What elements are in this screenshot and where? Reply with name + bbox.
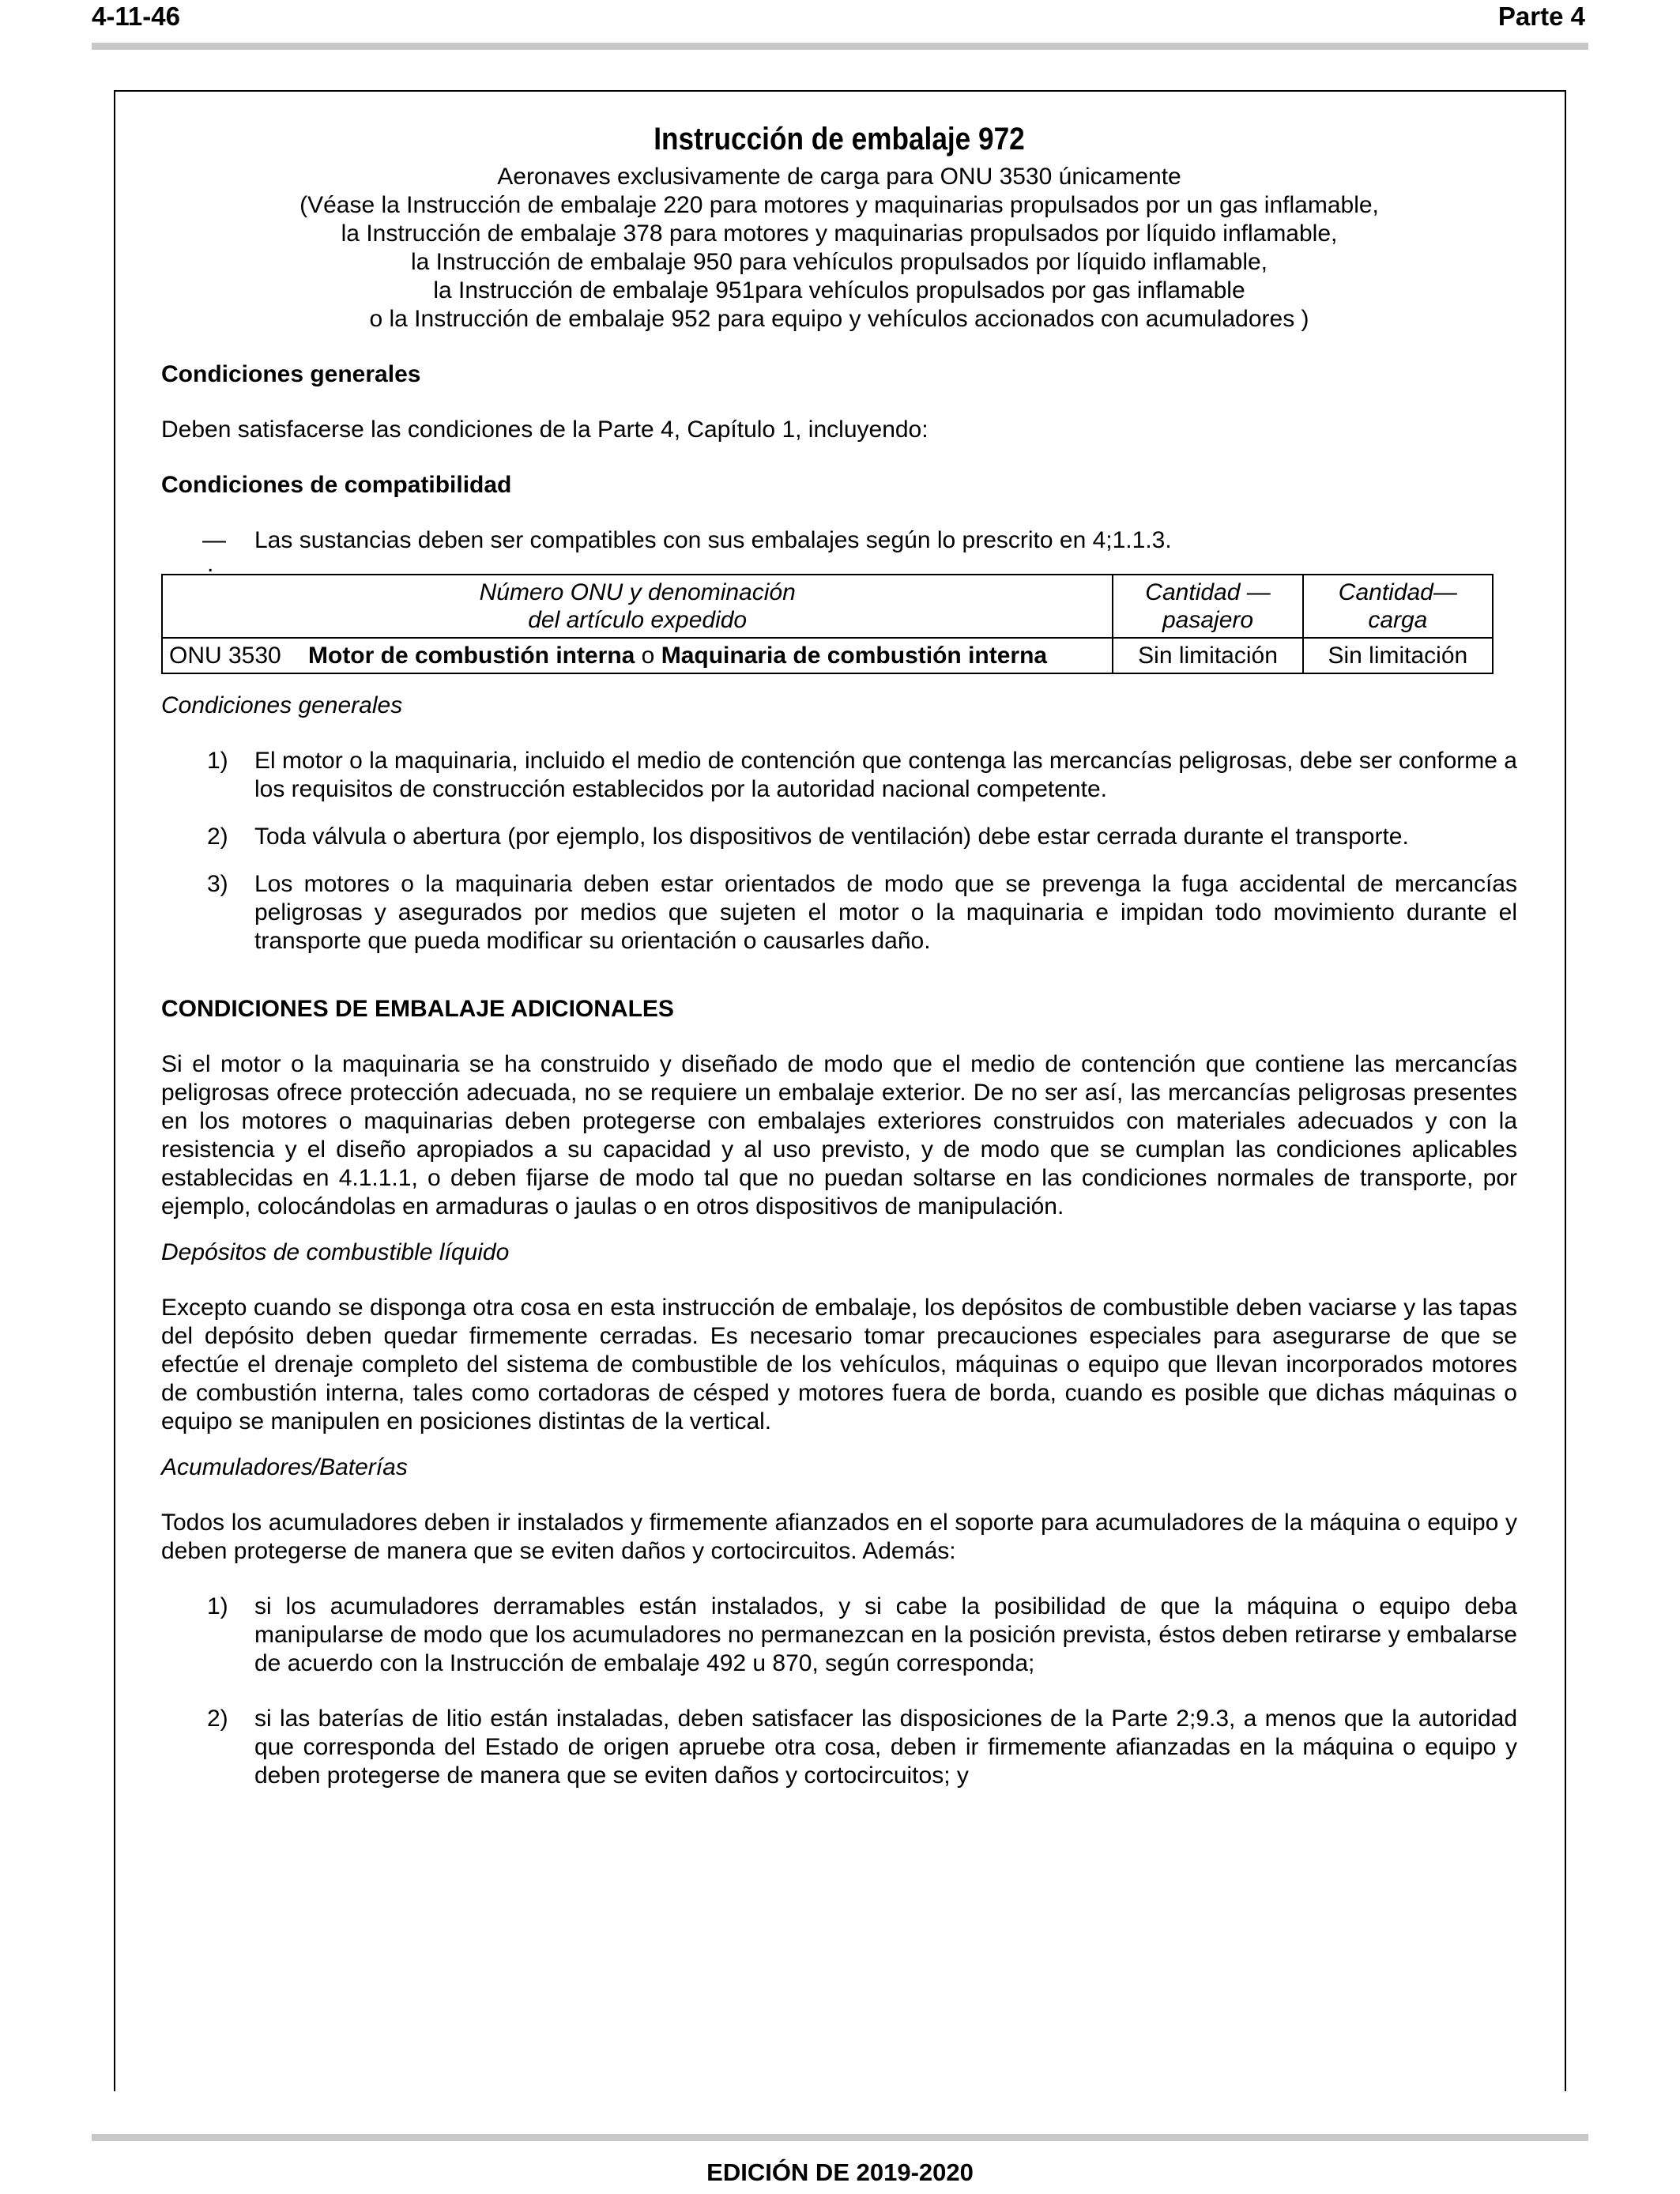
- fuel-heading: Depósitos de combustible líquido: [161, 1239, 510, 1265]
- item-number: 2): [207, 1706, 228, 1732]
- table-header-cell: [1303, 575, 1493, 638]
- batteries-heading: Acumuladores/Baterías: [161, 1454, 408, 1480]
- item-number: 3): [207, 871, 228, 897]
- item-number: 2): [207, 824, 228, 850]
- dash-bullet: —: [202, 527, 226, 553]
- onu-code: ONU 3530: [169, 643, 281, 669]
- batteries-text: Todos los acumuladores deben ir instalados y firmemente afianzados en el soporte para acumuladores de la máquina o equipo y deben protegerse de manera que se eviten daños y cortocircuitos. Además:: [161, 1510, 1517, 1564]
- onu-name-part: o: [635, 643, 661, 669]
- item-text: si los acumuladores derramables están instalados, y si cabe la posibilidad de que la máquina o equipo deba manipularse de modo que los acumuladores no permanezcan en la posición prevista, éstos deben retirarse y embalarse de acuerdo con la Instrucción de embalaje 492 u 870, según corresponda;: [254, 1593, 1517, 1676]
- item-number: 1): [207, 748, 228, 774]
- onu-table: [161, 574, 1494, 674]
- header-line: Cantidad—: [1338, 579, 1457, 605]
- subtitle-line: (Véase la Instrucción de embalaje 220 para motores y maquinarias propulsados por un gas inflamable,: [299, 192, 1379, 218]
- fuel-text: Excepto cuando se disponga otra cosa en esta instrucción de embalaje, los depósitos de combustible deben vaciarse y las tapas del depósito deben quedar firmemente cerradas. Es necesario tomar precauciones especiales para asegurarse de que se efectúe el drenaje completo del sistema de combustible de los vehículos, máquinas o equipo que llevan incorporados motores de combustión interna, tales como cortadoras de césped y motores fuera de borda, cuando es posible que dichas máquinas o equipo se manipulen en posiciones distintas de la vertical.: [161, 1295, 1517, 1434]
- table-cell: [162, 638, 1113, 673]
- onu-name-part: Maquinaria de combustión interna: [661, 643, 1048, 669]
- list-item: [161, 823, 1517, 851]
- onu-name-part: Motor de combustión interna: [308, 643, 635, 669]
- general-heading: Condiciones generales: [161, 361, 421, 387]
- table-cell: Sin limitación: [1113, 638, 1302, 673]
- general2-heading: Condiciones generales: [161, 692, 403, 718]
- compat-heading: Condiciones de compatibilidad: [161, 472, 512, 498]
- header-line: Cantidad —: [1145, 579, 1271, 605]
- table-header-cell: [1113, 575, 1302, 638]
- edition-footer: EDICIÓN DE 2019-2020: [706, 2158, 974, 2186]
- item-text: El motor o la maquinaria, incluido el medio de contención que contenga las mercancías peligrosas, debe ser conforme a los requisitos de construcción establecidos por la autoridad nacional competente.: [254, 748, 1517, 802]
- item-text: si las baterías de litio están instaladas, deben satisfacer las disposiciones de la Parte 2;9.3, a menos que la autoridad que corresponda del Estado de origen apruebe otra cosa, deben ir firmemente afianzadas en la máquina o equipo y deben protegerse de manera que se eviten daños y cortocircuitos; y: [254, 1706, 1517, 1789]
- table-header-row: [162, 575, 1493, 638]
- stray-dot: .: [207, 551, 214, 577]
- part-label: Parte 4: [1497, 2, 1585, 31]
- table-row: [162, 638, 1493, 673]
- header-line: carga: [1368, 607, 1428, 633]
- general-text: Deben satisfacerse las condiciones de la Parte 4, Capítulo 1, incluyendo:: [161, 417, 929, 443]
- header-line: del artículo expedido: [528, 607, 748, 633]
- item-text: Toda válvula o abertura (por ejemplo, los dispositivos de ventilación) debe estar cerrada durante el transporte.: [254, 824, 1409, 850]
- additional-heading: CONDICIONES DE EMBALAJE ADICIONALES: [161, 996, 674, 1022]
- onu-name: [308, 642, 1106, 669]
- subtitle-line: la Instrucción de embalaje 378 para motores y maquinarias propulsados por líquido inflamable,: [341, 221, 1338, 247]
- item-number: 1): [207, 1593, 228, 1619]
- list-item: [161, 1593, 1517, 1678]
- document-body: [161, 119, 1517, 1790]
- list-item: [161, 870, 1517, 956]
- compat-item: [161, 526, 1517, 555]
- subtitle-line: la Instrucción de embalaje 950 para vehículos propulsados por líquido inflamable,: [411, 249, 1268, 275]
- page-number: 4-11-46: [92, 2, 180, 31]
- subtitle: [161, 163, 1517, 334]
- table-cell: Sin limitación: [1303, 638, 1493, 673]
- subtitle-line: la Instrucción de embalaje 951para vehículos propulsados por gas inflamable: [433, 277, 1245, 303]
- header-rule: [92, 43, 1588, 50]
- compat-item-text: Las sustancias deben ser compatibles con sus embalajes según lo prescrito en 4;1.1.3.: [254, 527, 1172, 553]
- subtitle-line: o la Instrucción de embalaje 952 para equipo y vehículos accionados con acumuladores ): [369, 306, 1309, 332]
- header-line: Número ONU y denominación: [479, 579, 796, 605]
- table-header-cell: [162, 575, 1113, 638]
- list-item: [161, 747, 1517, 804]
- list-item: [161, 1705, 1517, 1790]
- additional-text: Si el motor o la maquinaria se ha construido y diseñado de modo que el medio de contención que contiene las mercancías peligrosas ofrece protección adecuada, no se requiere un embalaje exterior. De no ser así, las mercancías peligrosas presentes en los motores o maquinarias deben protegerse con embalajes exteriores construidos con materiales adecuados y con la resistencia y el diseño apropiados a su capacidad y al uso previsto, y de modo que se cumplan las condiciones aplicables establecidas en 4.1.1.1, o deben fijarse de modo tal que no puedan soltarse en las condiciones normales de transporte, por ejemplo, colocándolas en armaduras o jaulas o en otros dispositivos de manipulación.: [161, 1051, 1517, 1220]
- page-title: Instrucción de embalaje 972: [654, 122, 1025, 156]
- item-text: Los motores o la maquinaria deben estar orientados de modo que se prevenga la fuga accidental de mercancías peligrosas y asegurados por medios que sujeten el motor o la maquinaria e impidan todo movimiento durante el transporte que pueda modificar su orientación o causarles daño.: [254, 871, 1517, 954]
- footer-rule: [92, 2134, 1588, 2141]
- subtitle-line: Aeronaves exclusivamente de carga para ONU 3530 únicamente: [497, 164, 1181, 190]
- header-line: pasajero: [1162, 607, 1254, 633]
